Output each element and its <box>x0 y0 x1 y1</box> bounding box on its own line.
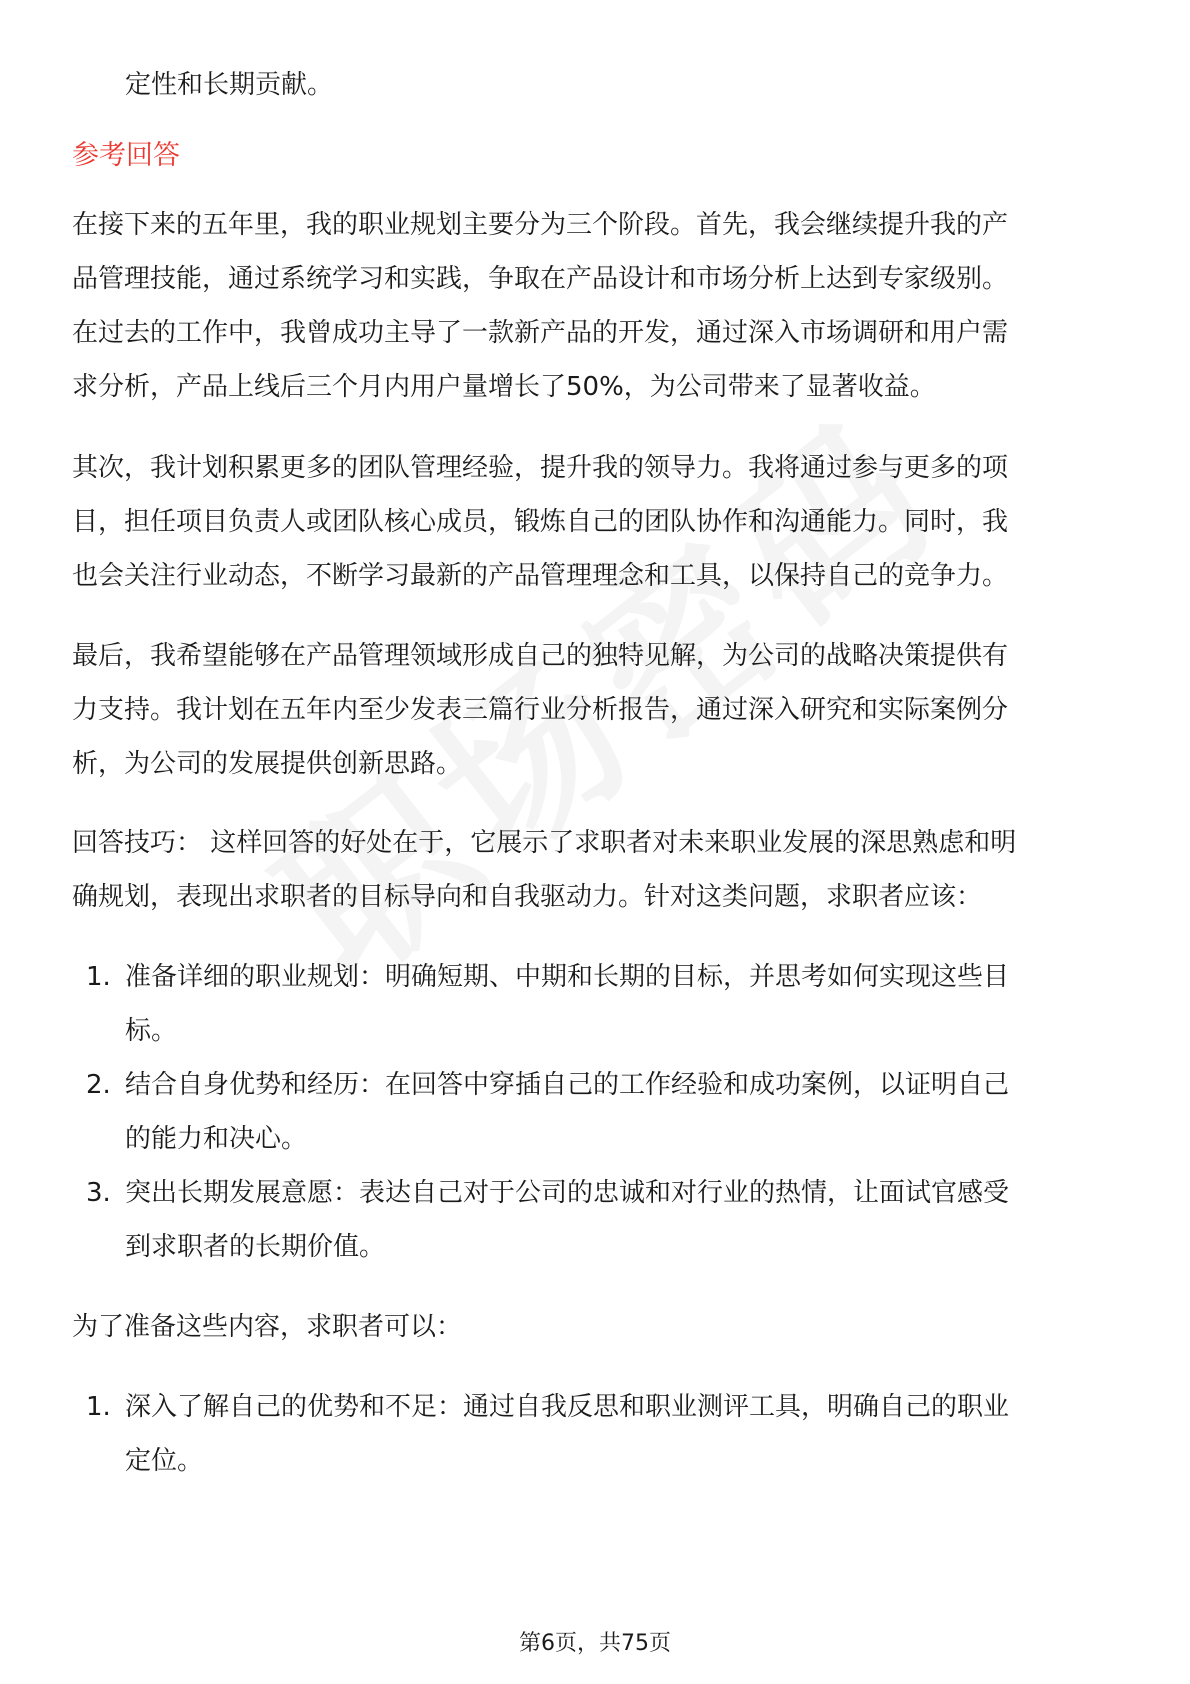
paragraph-4-line-2: 确规划，表现出求职者的目标导向和自我驱动力。针对这类问题，求职者应该： <box>72 882 983 912</box>
tip-2-line-1: 结合自身优势和经历：在回答中穿插自己的工作经验和成功案例，以证明自己 <box>125 1070 1010 1100</box>
continued-line: 定性和长期贡献。 <box>125 70 334 100</box>
prep-1-number: 1. <box>86 1392 111 1422</box>
paragraph-1-line-4: 求分析，产品上线后三个月内用户量增长了50%，为公司带来了显著收益。 <box>72 372 936 402</box>
paragraph-1-line-2: 品管理技能，通过系统学习和实践，争取在产品设计和市场分析上达到专家级别。 <box>72 264 1009 294</box>
section-heading: 参考回答 <box>72 140 180 171</box>
tip-2-number: 2. <box>86 1070 111 1100</box>
tip-2-line-2: 的能力和决心。 <box>125 1124 308 1154</box>
paragraph-1-line-1: 在接下来的五年里，我的职业规划主要分为三个阶段。首先，我会继续提升我的产 <box>72 210 1009 240</box>
paragraph-3-line-2: 力支持。我计划在五年内至少发表三篇行业分析报告，通过深入研究和实际案例分 <box>72 695 1009 725</box>
paragraph-2-line-3: 也会关注行业动态，不断学习最新的产品管理理念和工具，以保持自己的竞争力。 <box>72 561 1009 591</box>
page-footer: 第6页，共75页 <box>519 1631 671 1656</box>
tip-3-number: 3. <box>86 1178 111 1208</box>
tip-1-line-1: 准备详细的职业规划：明确短期、中期和长期的目标，并思考如何实现这些目 <box>125 962 1010 992</box>
paragraph-2-line-2: 目，担任项目负责人或团队核心成员，锻炼自己的团队协作和沟通能力。同时，我 <box>72 507 1009 537</box>
paragraph-3-line-3: 析，为公司的发展提供创新思路。 <box>72 749 463 779</box>
prep-intro: 为了准备这些内容，求职者可以： <box>72 1312 463 1342</box>
paragraph-3-line-1: 最后，我希望能够在产品管理领域形成自己的独特见解，为公司的战略决策提供有 <box>72 641 1009 671</box>
paragraph-4-line-1: 回答技巧： 这样回答的好处在于，它展示了求职者对未来职业发展的深思熟虑和明 <box>72 828 1017 858</box>
paragraph-1-line-3: 在过去的工作中，我曾成功主导了一款新产品的开发，通过深入市场调研和用户需 <box>72 318 1009 348</box>
tip-3-line-1: 突出长期发展意愿：表达自己对于公司的忠诚和对行业的热情，让面试官感受 <box>125 1178 1010 1208</box>
prep-1-line-2: 定位。 <box>125 1446 204 1476</box>
tip-1-number: 1. <box>86 962 111 992</box>
paragraph-2-line-1: 其次，我计划积累更多的团队管理经验，提升我的领导力。我将通过参与更多的项 <box>72 453 1009 483</box>
tip-1-line-2: 标。 <box>125 1016 178 1046</box>
tip-3-line-2: 到求职者的长期价值。 <box>125 1232 386 1262</box>
prep-1-line-1: 深入了解自己的优势和不足：通过自我反思和职业测评工具，明确自己的职业 <box>125 1392 1010 1422</box>
